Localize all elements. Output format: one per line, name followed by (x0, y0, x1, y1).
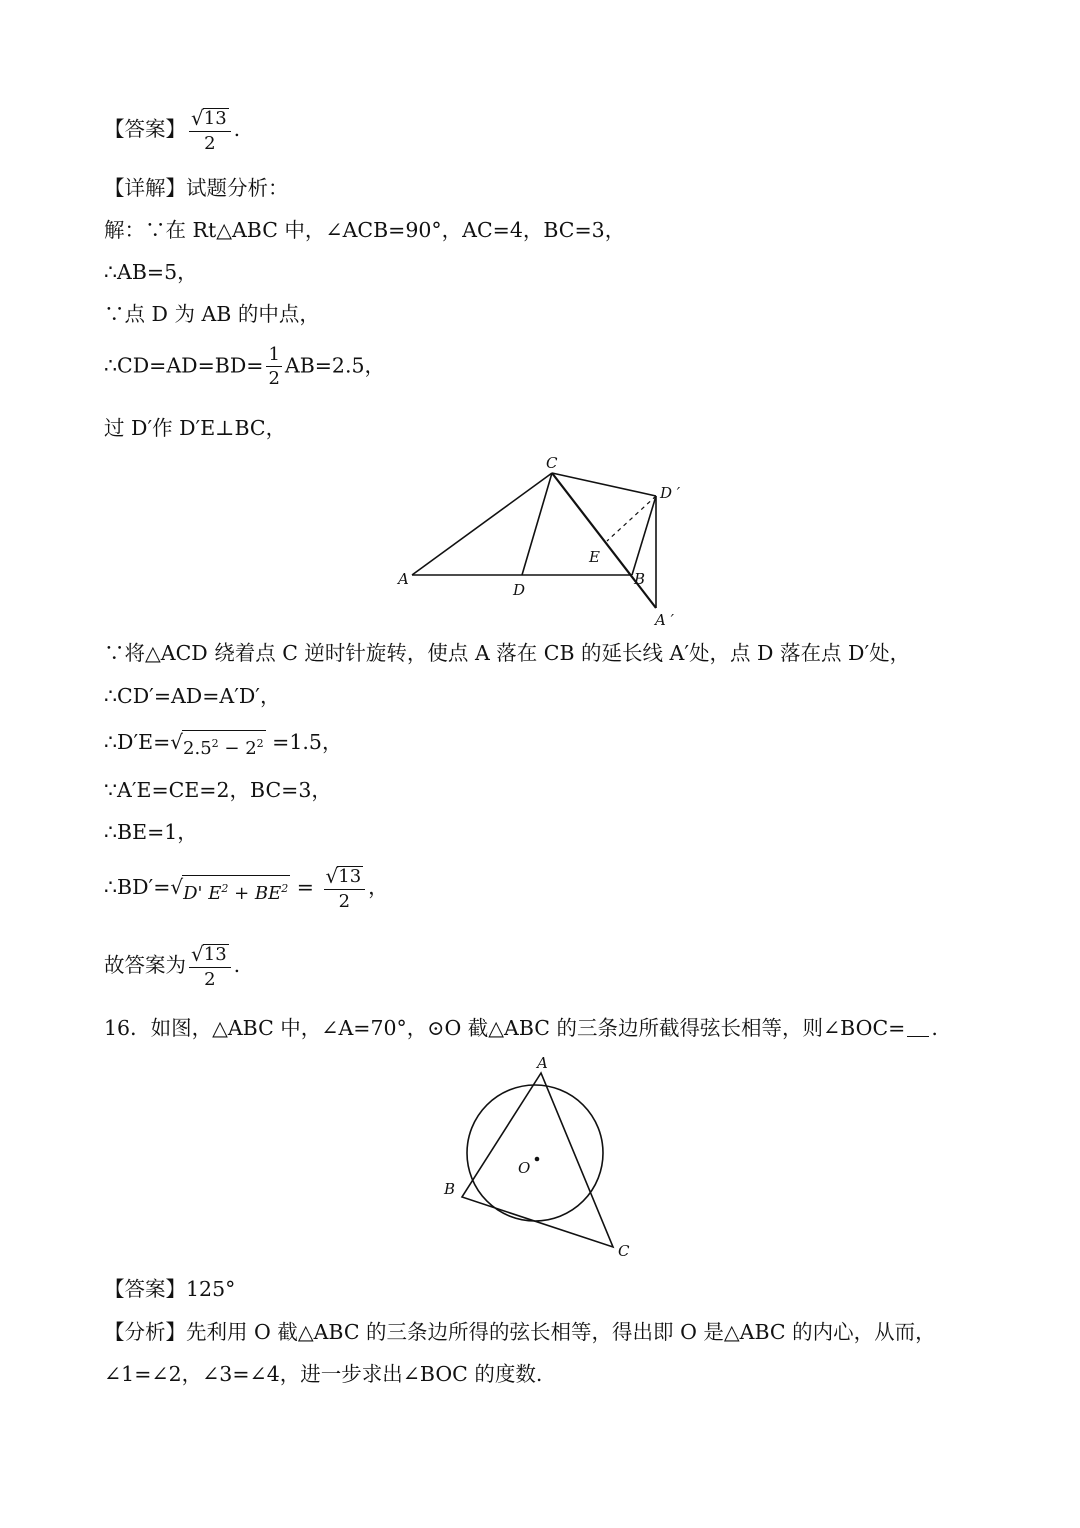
label-c: C (618, 1242, 630, 1260)
final-answer-fraction: √ 13 2 (189, 944, 231, 989)
analysis-line-2: ∠1=∠2，∠3=∠4，进一步求出∠BOC 的度数. (104, 1362, 543, 1386)
solution-step-7: ∴CD′=AD=A′D′， (104, 684, 281, 708)
center-dot (535, 1157, 540, 1162)
sqrt-expression: √ $2.5^2 - 2^2$ (170, 730, 264, 759)
detail-header: 【详解】试题分析： (104, 176, 289, 200)
label-a-prime: A ′ (655, 611, 675, 629)
answer-fraction: √ 13 2 (189, 108, 231, 153)
figure-circle-triangle (430, 1045, 640, 1260)
label-o: O (518, 1159, 531, 1177)
answer-line-1: 【答案】 √ 13 2 . (104, 106, 241, 154)
solution-step-4: ∴CD=AD=BD= $\frac{1}{2}$ AB=2.5， (104, 344, 386, 389)
label-b: B (444, 1180, 456, 1198)
segment-bd-prime (632, 496, 656, 575)
solution-step-6: ∵将△ACD 绕着点 C 逆时针旋转，使点 A 落在 CB 的延长线 A′处，点 D 落在点 D′处， (104, 641, 911, 665)
segment-cd (522, 473, 552, 575)
solution-step-1: 解：∵在 Rt△ABC 中，∠ACB=90°，AC=4，BC=3， (104, 218, 626, 242)
solution-step-10: ∴BE=1， (104, 820, 198, 844)
solution-step-11: ∴BD′= √ D' $E^2 + BE^2$ = √ 13 2 ， (104, 864, 389, 912)
solution-step-5: 过 D′作 D′E⊥BC， (104, 416, 287, 440)
label-d-prime: D ′ (660, 484, 681, 502)
segment-ac (412, 473, 552, 575)
answer-blank (907, 1036, 929, 1037)
answer-line-2: 【答案】125° (104, 1277, 236, 1301)
label-d: D (513, 581, 526, 599)
label-a: A (537, 1054, 548, 1072)
question-16: 16．如图，△ABC 中，∠A=70°，⊙O 截△ABC 的三条边所截得弦长相等，则∠BOC= . (104, 1016, 938, 1040)
figure-rotated-triangle (390, 450, 700, 630)
label-e: E (589, 548, 600, 566)
label-b: B (634, 570, 646, 588)
half-fraction: $\frac{1}{2}$ (268, 344, 280, 389)
solution-step-8: ∴D′E= √ $2.5^2 - 2^2$ =1.5， (104, 730, 343, 759)
solution-step-2: ∴AB=5， (104, 260, 198, 284)
solution-step-3: ∵点 D 为 AB 的中点， (104, 302, 320, 326)
answer-label: 【答案】 (104, 117, 186, 141)
label-a: A (398, 570, 409, 588)
sqrt-sum: √ D' $E^2 + BE^2$ (170, 875, 289, 904)
label-c: C (546, 454, 558, 472)
bd-prime-fraction: √ 13 2 (324, 866, 366, 911)
circle-o (467, 1085, 603, 1221)
analysis-line-1: 【分析】先利用 O 截△ABC 的三条边所得的弦长相等，得出即 O 是△ABC 的内心，从而， (104, 1320, 936, 1344)
final-answer-line: 故答案为 √ 13 2 . (104, 942, 241, 990)
solution-step-9: ∵A′E=CE=2，BC=3， (104, 778, 332, 802)
